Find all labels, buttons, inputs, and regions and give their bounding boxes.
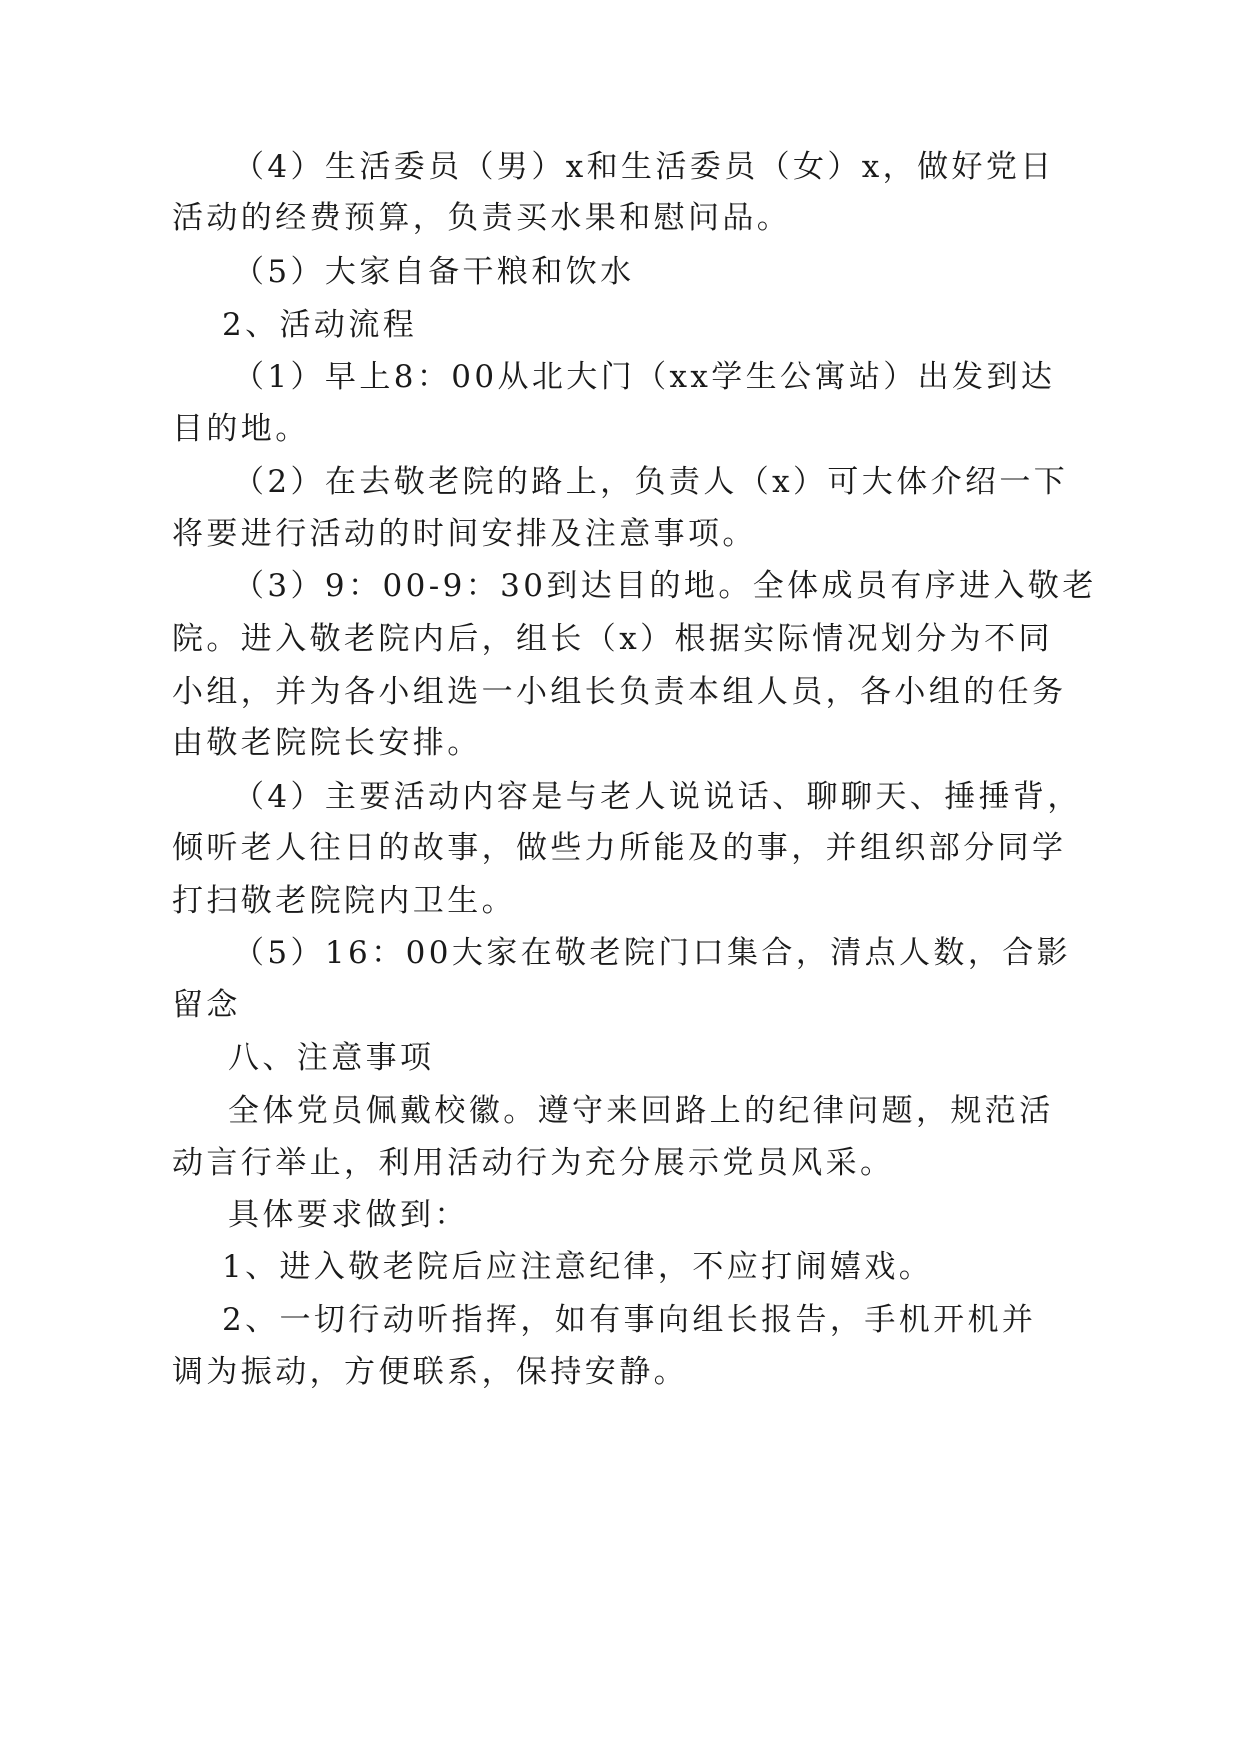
text-line: 目的地。	[172, 411, 310, 447]
text-line: （1）早上8：00从北大门（xx学生公寓站）出发到达	[233, 359, 1056, 395]
list-item: 2、一切行动听指挥，如有事向组长报告，手机开机并	[222, 1302, 1037, 1338]
text-line: （4）主要活动内容是与老人说说话、聊聊天、捶捶背，	[233, 779, 1082, 815]
text-line: （4）生活委员（男）x和生活委员（女）x，做好党日	[233, 149, 1055, 185]
text-line: 将要进行活动的时间安排及注意事项。	[172, 516, 757, 552]
text-line: （3）9：00-9：30到达目的地。全体成员有序进入敬老	[233, 568, 1097, 604]
text-line: 院。进入敬老院内后，组长（x）根据实际情况划分为不同	[172, 621, 1053, 657]
text-line: 小组，并为各小组选一小组长负责本组人员，各小组的任务	[172, 674, 1067, 710]
section-heading: 2、活动流程	[222, 307, 418, 343]
text-line: 活动的经费预算，负责买水果和慰问品。	[172, 200, 792, 236]
text-line: 具体要求做到：	[228, 1197, 469, 1233]
text-line: 动言行举止，利用活动行为充分展示党员风采。	[172, 1145, 895, 1181]
text-line: （2）在去敬老院的路上，负责人（x）可大体介绍一下	[233, 464, 1069, 500]
text-line: 由敬老院院长安排。	[172, 725, 482, 761]
text-line: （5）大家自备干粮和饮水	[233, 254, 635, 290]
text-line: （5）16：00大家在敬老院门口集合，清点人数，合影	[233, 935, 1072, 971]
text-line: 打扫敬老院院内卫生。	[172, 883, 516, 919]
text-line: 留念	[172, 987, 241, 1023]
text-line: 调为振动，方便联系，保持安静。	[172, 1354, 688, 1390]
section-heading: 八、注意事项	[228, 1040, 435, 1076]
list-item: 1、进入敬老院后应注意纪律，不应打闹嬉戏。	[222, 1249, 934, 1285]
text-line: 倾听老人往日的故事，做些力所能及的事，并组织部分同学	[172, 830, 1067, 866]
text-line: 全体党员佩戴校徽。遵守来回路上的纪律问题，规范活	[228, 1093, 1054, 1129]
